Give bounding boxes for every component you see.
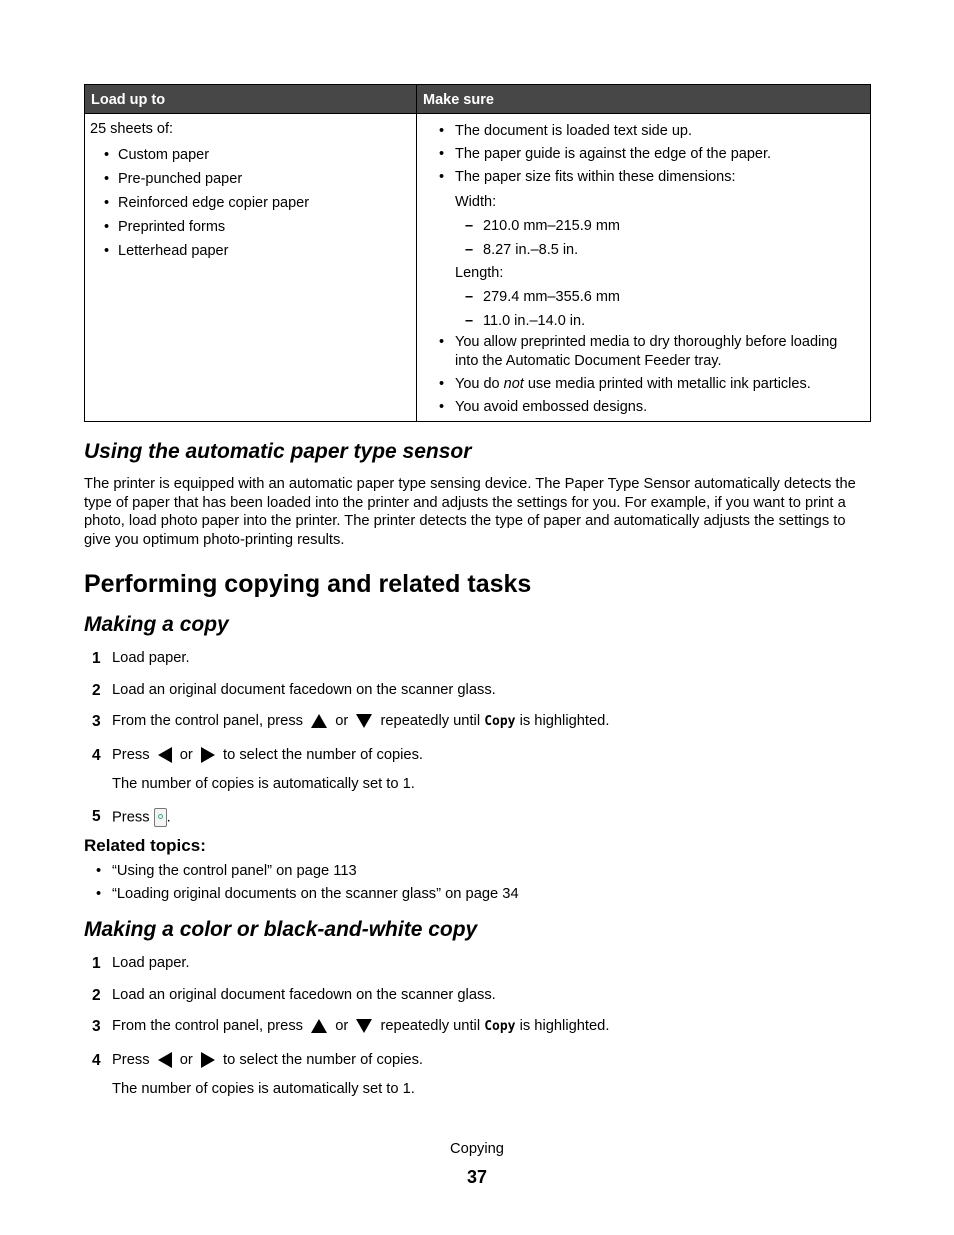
- sensor-paragraph: The printer is equipped with an automatic paper type sensing device. The Paper Type Sensor automatically detects the type of paper that has been loaded into the printer and adjusts the settings for you. For example, if you want to print a photo, load photo paper into the printer. The printer detects the type of paper and automatically adjusts the settings to give you optimum photo-printing results.: [84, 476, 856, 548]
- step-number: 3: [92, 1018, 101, 1035]
- step-note: The number of copies is automatically set to 1.: [112, 1081, 415, 1097]
- text-span: You do: [455, 376, 504, 392]
- chapter-heading: Performing copying and related tasks: [84, 570, 532, 598]
- width-value: – 210.0 mm–215.9 mm: [422, 214, 864, 238]
- left-arrow-icon: [158, 747, 172, 763]
- width-value: – 8.27 in.–8.5 in.: [422, 238, 864, 262]
- related-link[interactable]: • “Loading original documents on the scanner glass” on page 34: [84, 883, 519, 906]
- text-span: is highlighted.: [519, 1018, 610, 1034]
- list-item: • Reinforced edge copier paper: [90, 191, 410, 215]
- down-arrow-icon: [356, 1019, 372, 1033]
- list-item: [422, 168, 864, 187]
- make-sure-list-2: [422, 333, 864, 417]
- step-text: [112, 1052, 423, 1068]
- section-heading: Making a copy: [84, 613, 229, 636]
- step-text: [112, 747, 423, 763]
- menu-code: Copy: [484, 714, 516, 729]
- table-header: Load up to: [85, 85, 417, 114]
- size-fits-text: The paper size fits within these dimensions:: [455, 169, 736, 185]
- length-value: – 279.4 mm–355.6 mm: [422, 285, 864, 309]
- step-text: Load paper.: [112, 650, 190, 666]
- step-text: [112, 808, 171, 827]
- right-arrow-icon: [201, 747, 215, 763]
- make-sure-list: [422, 122, 864, 187]
- table-header-row: [85, 85, 871, 114]
- list-item: • You avoid embossed designs.: [422, 398, 864, 417]
- text-span: .: [166, 809, 171, 826]
- text-span: Press: [112, 747, 150, 763]
- section-heading: Making a color or black-and-white copy: [84, 918, 478, 941]
- footer-section: Copying: [450, 1141, 504, 1157]
- step-text: [112, 1018, 609, 1034]
- text-span: is highlighted.: [519, 713, 610, 729]
- step-number: 2: [92, 987, 101, 1004]
- left-arrow-icon: [158, 1052, 172, 1068]
- step-number: 4: [92, 1052, 101, 1069]
- text-span: or: [335, 1018, 349, 1034]
- step-text: Load paper.: [112, 955, 190, 971]
- text-span: to select the number of copies.: [222, 1052, 424, 1068]
- length-value: – 11.0 in.–14.0 in.: [422, 309, 864, 333]
- width-label: Width:: [455, 194, 497, 210]
- section-heading: Using the automatic paper type sensor: [84, 440, 472, 463]
- table-header: Make sure: [417, 85, 871, 114]
- emphasis: not: [503, 376, 524, 392]
- text-span: or: [179, 747, 193, 763]
- list-item: • Custom paper: [90, 143, 410, 167]
- media-table-wrapper: [84, 84, 871, 422]
- media-table: [84, 84, 871, 422]
- step-number: 1: [92, 955, 101, 972]
- step-text: Load an original document facedown on the scanner glass.: [112, 987, 496, 1003]
- list-item: • Letterhead paper: [90, 239, 410, 263]
- text-span: Press: [112, 809, 150, 826]
- step-number: 3: [92, 713, 101, 730]
- text-span: to select the number of copies.: [222, 747, 424, 763]
- step-note: The number of copies is automatically set to 1.: [112, 776, 415, 792]
- text-span: repeatedly until: [380, 713, 481, 729]
- start-button-icon: [154, 808, 167, 827]
- text-span: Press: [112, 1052, 150, 1068]
- table-row: [85, 114, 871, 422]
- step-number: 4: [92, 747, 101, 764]
- make-sure-cell: [417, 114, 871, 422]
- list-item: • The paper guide is against the edge of the paper.: [422, 145, 864, 164]
- list-item: • The document is loaded text side up.: [422, 122, 864, 141]
- step-number: 1: [92, 650, 101, 667]
- up-arrow-icon: [311, 714, 327, 728]
- page-number: 37: [466, 1167, 488, 1187]
- list-item: • Pre-punched paper: [90, 167, 410, 191]
- menu-code: Copy: [484, 1019, 516, 1034]
- text-span: repeatedly until: [380, 1018, 481, 1034]
- list-item: • You allow preprinted media to dry thoroughly before loading into the Automatic Document Feeder tray.: [422, 333, 864, 371]
- load-intro: 25 sheets of:: [90, 121, 174, 137]
- length-label: Length:: [455, 265, 504, 281]
- text-span: From the control panel, press: [112, 1018, 304, 1034]
- step-number: 2: [92, 682, 101, 699]
- text-span: or: [179, 1052, 193, 1068]
- related-topics-heading: Related topics:: [84, 836, 206, 855]
- load-cell: [85, 114, 417, 422]
- step-number: 5: [92, 808, 101, 825]
- step-text: Load an original document facedown on the scanner glass.: [112, 682, 496, 698]
- text-span: or: [335, 713, 349, 729]
- step-text: [112, 713, 609, 729]
- load-list: [90, 143, 410, 263]
- related-link[interactable]: • “Using the control panel” on page 113: [84, 860, 519, 883]
- list-item: • Preprinted forms: [90, 215, 410, 239]
- related-topics-list: [84, 860, 519, 906]
- text-span: From the control panel, press: [112, 713, 304, 729]
- text-span: use media printed with metallic ink particles.: [523, 376, 811, 392]
- list-item: [422, 375, 864, 394]
- down-arrow-icon: [356, 714, 372, 728]
- up-arrow-icon: [311, 1019, 327, 1033]
- right-arrow-icon: [201, 1052, 215, 1068]
